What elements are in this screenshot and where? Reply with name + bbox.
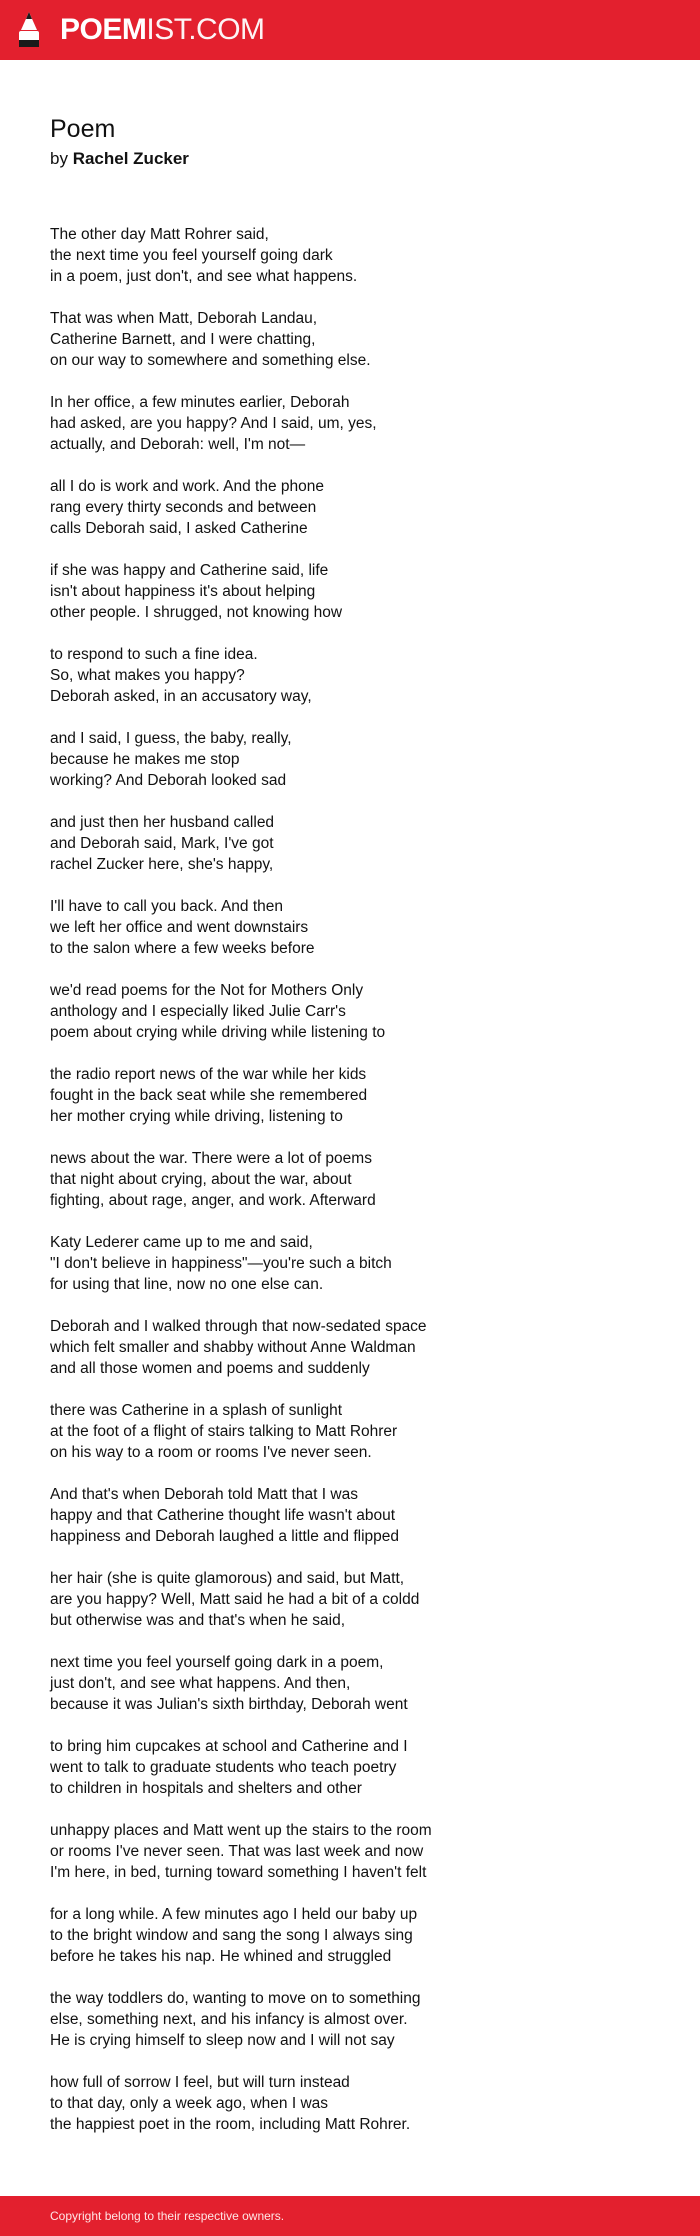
site-logo[interactable] <box>60 12 265 48</box>
poem-line: happy and that Catherine thought life wasn't about <box>50 1507 396 1524</box>
poem-content <box>50 112 650 2156</box>
poem-line: Deborah asked, in an accusatory way, <box>50 688 312 705</box>
stanza <box>50 1400 650 1463</box>
stanza <box>50 728 650 791</box>
poem-line: happiness and Deborah laughed a little and flipped <box>50 1528 400 1545</box>
poem-line: poem about crying while driving while listening to <box>50 1024 386 1041</box>
stanza <box>50 1064 650 1127</box>
poem-line: just don't, and see what happens. And then, <box>50 1675 351 1692</box>
pencil-icon <box>16 10 42 50</box>
stanza <box>50 1652 650 1715</box>
poem-line: So, what makes you happy? <box>50 667 245 684</box>
stanza <box>50 644 650 707</box>
stanza <box>50 980 650 1043</box>
stanza <box>50 392 650 455</box>
poem-line: which felt smaller and shabby without Anne Waldman <box>50 1339 416 1356</box>
poem-line: unhappy places and Matt went up the stairs to the room <box>50 1822 432 1839</box>
poem-line: at the foot of a flight of stairs talking to Matt Rohrer <box>50 1423 398 1440</box>
site-footer <box>0 2196 700 2236</box>
poem-line: or rooms I've never seen. That was last week and now <box>50 1843 424 1860</box>
poem-line: had asked, are you happy? And I said, um, yes, <box>50 415 377 432</box>
poem-line: I'm here, in bed, turning toward something I haven't felt <box>50 1864 427 1881</box>
poem-line: we'd read poems for the Not for Mothers Only <box>50 982 364 999</box>
poem-line: That was when Matt, Deborah Landau, <box>50 310 318 327</box>
poem-line: And that's when Deborah told Matt that I was <box>50 1486 358 1503</box>
poem-title: Poem <box>50 115 116 143</box>
logo-bold-text: POEM <box>60 13 147 46</box>
poem-line: and all those women and poems and suddenly <box>50 1360 370 1377</box>
poem-line: He is crying himself to sleep now and I will not say <box>50 2032 395 2049</box>
poem-line: fighting, about rage, anger, and work. Afterward <box>50 1192 376 1209</box>
poem-line: the way toddlers do, wanting to move on to something <box>50 1990 421 2007</box>
by-label: by <box>50 149 68 168</box>
poem-line: In her office, a few minutes earlier, Deborah <box>50 394 350 411</box>
poem-line: for using that line, now no one else can. <box>50 1276 324 1293</box>
stanza <box>50 476 650 539</box>
poem-line: to bring him cupcakes at school and Catherine and I <box>50 1738 408 1755</box>
poem-line: calls Deborah said, I asked Catherine <box>50 520 308 537</box>
poem-line: to the bright window and sang the song I always sing <box>50 1927 413 1944</box>
poem-line: are you happy? Well, Matt said he had a bit of a coldd <box>50 1591 420 1608</box>
poem-line: if she was happy and Catherine said, life <box>50 562 329 579</box>
poem-line: before he takes his nap. He whined and struggled <box>50 1948 392 1965</box>
poem-line: and Deborah said, Mark, I've got <box>50 835 274 852</box>
poem-line: her hair (she is quite glamorous) and said, but Matt, <box>50 1570 405 1587</box>
poem-line: we left her office and went downstairs <box>50 919 309 936</box>
poem-line: and I said, I guess, the baby, really, <box>50 730 292 747</box>
poem-line: Catherine Barnett, and I were chatting, <box>50 331 316 348</box>
copyright-text: Copyright belong to their respective owners. <box>50 2209 285 2223</box>
poem-line: but otherwise was and that's when he said, <box>50 1612 346 1629</box>
poem-line: to respond to such a fine idea. <box>50 646 258 663</box>
poem-line: news about the war. There were a lot of poems <box>50 1150 372 1167</box>
stanza <box>50 2072 650 2135</box>
poem-line: there was Catherine in a splash of sunlight <box>50 1402 343 1419</box>
poem-line: the next time you feel yourself going dark <box>50 247 333 264</box>
stanza <box>50 224 650 287</box>
poem-line: actually, and Deborah: well, I'm not— <box>50 436 306 453</box>
poem-line: on our way to somewhere and something else. <box>50 352 371 369</box>
poem-line: her mother crying while driving, listening to <box>50 1108 343 1125</box>
poem-line: to children in hospitals and shelters and other <box>50 1780 362 1797</box>
poem-line: that night about crying, about the war, about <box>50 1171 352 1188</box>
poem-line: to the salon where a few weeks before <box>50 940 315 957</box>
poem-line: working? And Deborah looked sad <box>50 772 287 789</box>
stanza <box>50 1820 650 1883</box>
poem-line: else, something next, and his infancy is almost over. <box>50 2011 408 2028</box>
stanza <box>50 1148 650 1211</box>
stanza <box>50 1736 650 1799</box>
poem-line: because it was Julian's sixth birthday, Deborah went <box>50 1696 408 1713</box>
poem-line: for a long while. A few minutes ago I held our baby up <box>50 1906 418 1923</box>
stanza <box>50 1484 650 1547</box>
poem-line: I'll have to call you back. And then <box>50 898 284 915</box>
poem-line: the happiest poet in the room, including Matt Rohrer. <box>50 2116 411 2133</box>
stanza <box>50 1316 650 1379</box>
poem-line: Katy Lederer came up to me and said, <box>50 1234 313 1251</box>
poem-line: next time you feel yourself going dark in a poem, <box>50 1654 384 1671</box>
author-name[interactable]: Rachel Zucker <box>72 149 189 168</box>
byline <box>50 148 650 170</box>
stanza <box>50 560 650 623</box>
poem-line: rang every thirty seconds and between <box>50 499 317 516</box>
poem-line: anthology and I especially liked Julie Carr's <box>50 1003 346 1020</box>
poem-line: Deborah and I walked through that now-sedated space <box>50 1318 427 1335</box>
poem-line: went to talk to graduate students who teach poetry <box>50 1759 397 1776</box>
poem-body <box>50 224 650 2135</box>
poem-line: rachel Zucker here, she's happy, <box>50 856 274 873</box>
stanza <box>50 308 650 371</box>
logo-light-text: IST.COM <box>146 13 265 46</box>
site-header <box>0 0 700 60</box>
stanza <box>50 812 650 875</box>
poem-line: "I don't believe in happiness"—you're such a bitch <box>50 1255 392 1272</box>
poem-line: The other day Matt Rohrer said, <box>50 226 269 243</box>
poem-line: how full of sorrow I feel, but will turn instead <box>50 2074 350 2091</box>
stanza <box>50 1232 650 1295</box>
poem-line: in a poem, just don't, and see what happens. <box>50 268 358 285</box>
poem-line: because he makes me stop <box>50 751 240 768</box>
poem-line: and just then her husband called <box>50 814 275 831</box>
stanza <box>50 896 650 959</box>
poem-line: all I do is work and work. And the phone <box>50 478 324 495</box>
poem-line: the radio report news of the war while her kids <box>50 1066 367 1083</box>
stanza <box>50 1568 650 1631</box>
poem-line: on his way to a room or rooms I've never seen. <box>50 1444 372 1461</box>
poem-line: to that day, only a week ago, when I was <box>50 2095 329 2112</box>
stanza <box>50 1904 650 1967</box>
stanza <box>50 1988 650 2051</box>
poem-line: other people. I shrugged, not knowing how <box>50 604 343 621</box>
poem-line: fought in the back seat while she remembered <box>50 1087 368 1104</box>
poem-line: isn't about happiness it's about helping <box>50 583 316 600</box>
